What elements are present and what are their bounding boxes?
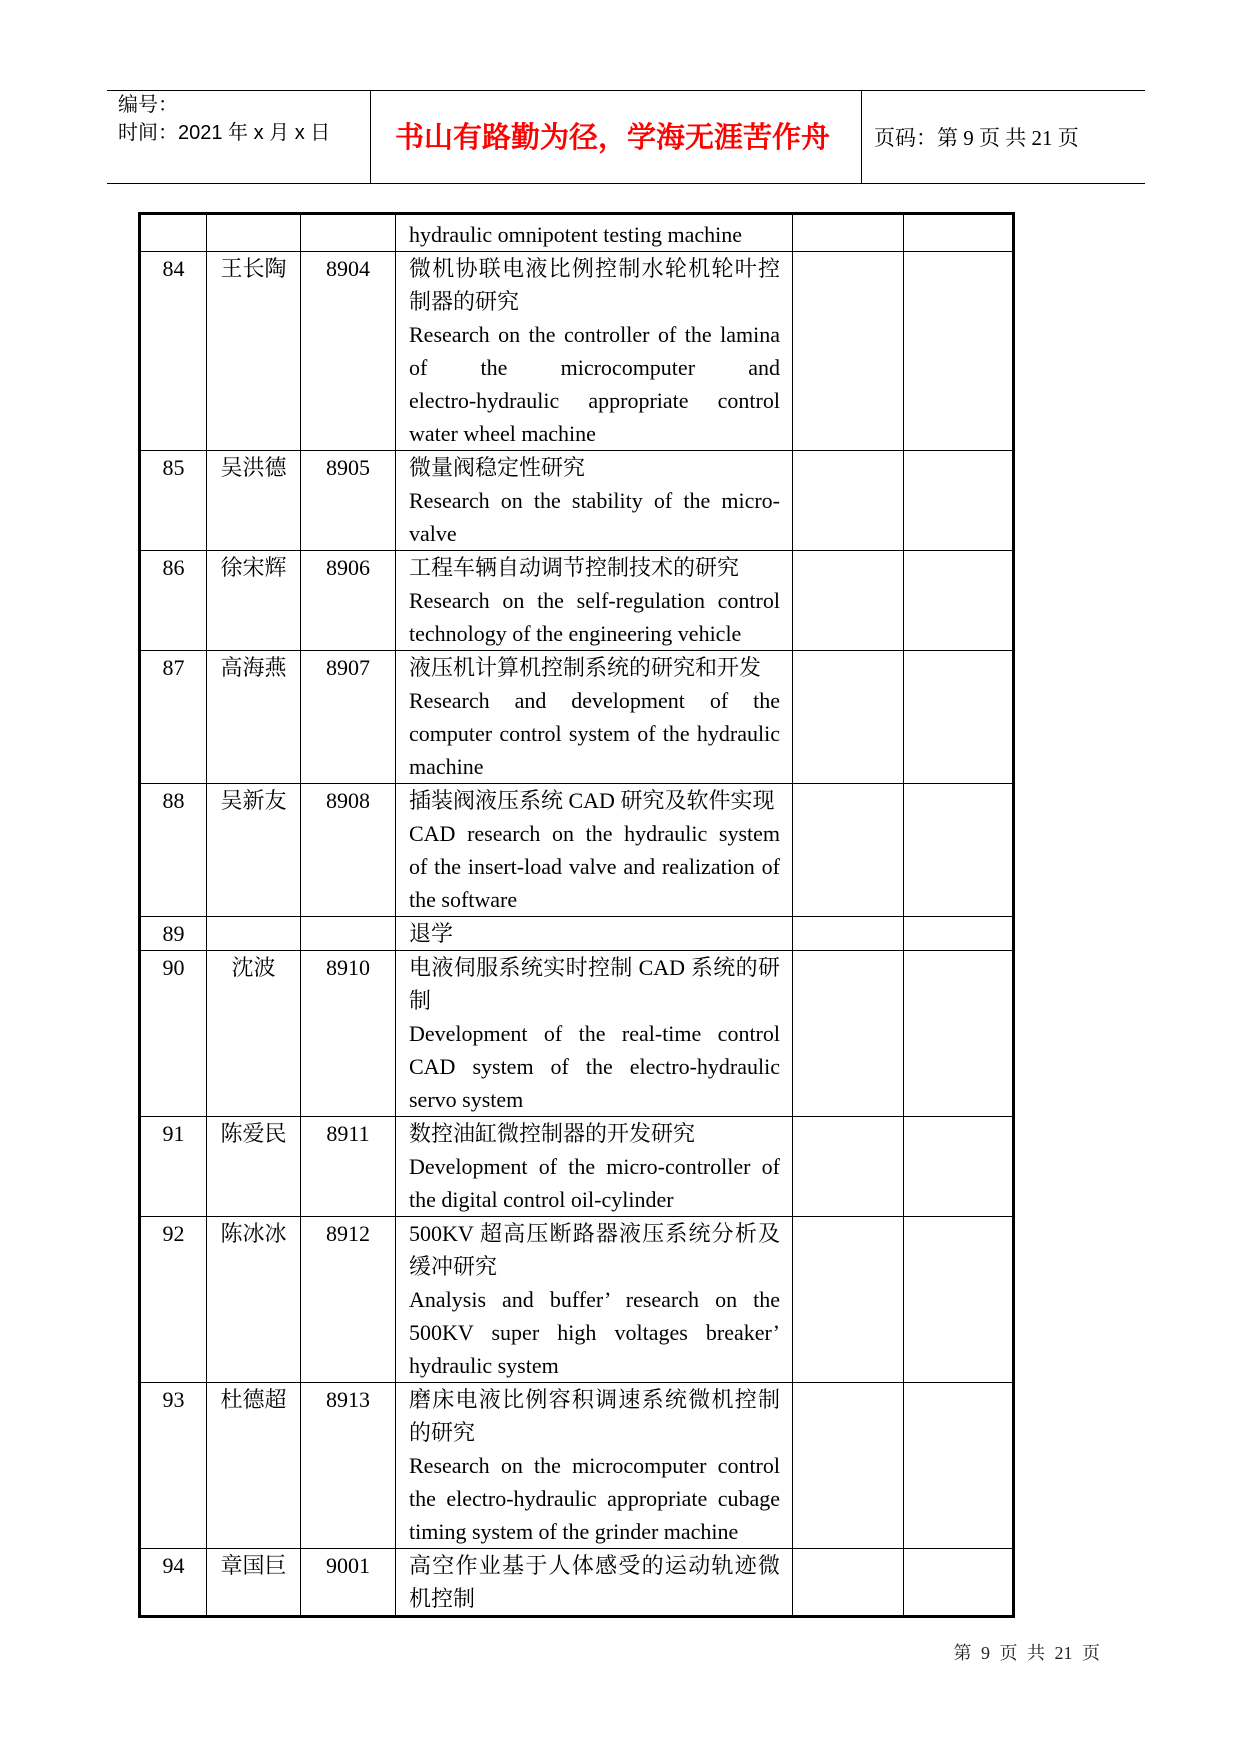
row-number-cell: [140, 951, 207, 1117]
empty-cell: [793, 214, 904, 252]
topic-title-cn-line: 工程车辆自动调节控制技术的研究: [409, 555, 740, 580]
thesis-topic-cell: [396, 1383, 793, 1549]
row-number-cell: [140, 451, 207, 551]
student-id-cell: [301, 214, 396, 252]
topic-title-en-line: technology of the engineering vehicle: [409, 621, 742, 646]
student-id-cell: [301, 917, 396, 951]
student-name: 章国巨: [220, 1553, 287, 1578]
row-number: 85: [162, 455, 185, 480]
row-number-cell: [140, 1117, 207, 1217]
row-number: 86: [162, 555, 185, 580]
topic-title-cn-line: 插装阀液压系统 CAD 研究及软件实现: [409, 788, 775, 813]
student-name: 吴新友: [220, 788, 287, 813]
topic-title-en-line: Research on the controller of the lamina: [409, 322, 780, 347]
topic-title-cn-line: 500KV 超高压断路器液压系统分析及: [409, 1221, 780, 1246]
topic-title-en-line: hydraulic system: [409, 1353, 559, 1378]
student-id-cell: [301, 1217, 396, 1383]
row-number-cell: [140, 214, 207, 252]
row-number-cell: [140, 1217, 207, 1383]
topic-title-en-line: the electro-hydraulic appropriate cubage: [409, 1486, 780, 1511]
topic-title-en-line: CAD research on the hydraulic system: [409, 821, 780, 846]
row-number-cell: [140, 551, 207, 651]
row-number: 90: [162, 955, 185, 980]
thesis-topic-table: [138, 212, 1015, 1618]
student-name: 徐宋辉: [220, 555, 287, 580]
thesis-topic-cell: [396, 214, 793, 252]
student-name-cell: [207, 1549, 301, 1617]
student-name: 沈波: [231, 955, 276, 980]
student-name-cell: [207, 651, 301, 784]
thesis-topic-cell: [396, 1117, 793, 1217]
row-number: 88: [162, 788, 185, 813]
empty-cell: [904, 252, 1014, 451]
table-row: [140, 1549, 1014, 1617]
empty-cell: [793, 551, 904, 651]
topic-title-cn-line: 磨床电液比例容积调速系统微机控制: [409, 1387, 780, 1412]
table-row: [140, 1117, 1014, 1217]
empty-cell: [793, 252, 904, 451]
student-id: 8906: [326, 555, 370, 580]
thesis-topic-cell: [396, 651, 793, 784]
topic-title-en-line: the software: [409, 887, 518, 912]
topic-title-cn-line: 的研究: [409, 1420, 476, 1445]
student-name: 吴洪德: [220, 455, 287, 480]
student-name-cell: [207, 784, 301, 917]
topic-title-cn-line: 机控制: [409, 1586, 476, 1611]
row-number: 84: [162, 256, 185, 281]
student-name: 杜德超: [220, 1387, 287, 1412]
topic-title-en-line: of the insert-load valve and realization of: [409, 854, 780, 879]
student-id-cell: [301, 551, 396, 651]
empty-cell: [793, 1117, 904, 1217]
row-number-cell: [140, 784, 207, 917]
topic-title-cn-line: 电液伺服系统实时控制 CAD 系统的研: [409, 955, 780, 980]
topic-title-en-line: Research and development of the: [409, 688, 780, 713]
topic-title-en-line: machine: [409, 754, 484, 779]
student-name: 王长陶: [220, 256, 287, 281]
student-name: 陈冰冰: [220, 1221, 287, 1246]
student-id-cell: [301, 1549, 396, 1617]
student-id: 8910: [326, 955, 370, 980]
student-id-cell: [301, 951, 396, 1117]
student-name-cell: [207, 252, 301, 451]
thesis-topic-cell: [396, 1217, 793, 1383]
student-id-cell: [301, 651, 396, 784]
table-row: [140, 1383, 1014, 1549]
empty-cell: [904, 214, 1014, 252]
topic-title-en-line: electro-hydraulic appropriate control: [409, 388, 780, 413]
empty-cell: [793, 651, 904, 784]
time-label: 时间：2021 年 x 月 x 日: [118, 122, 331, 144]
row-number: 89: [162, 921, 185, 946]
student-name-cell: [207, 1383, 301, 1549]
topic-title-cn-line: 退学: [409, 921, 454, 946]
row-number: 94: [162, 1553, 185, 1578]
thesis-topic-cell: [396, 252, 793, 451]
topic-title-en-line: Research on the self-regulation control: [409, 588, 780, 613]
empty-cell: [904, 651, 1014, 784]
topic-title-cn-line: 制器的研究: [409, 289, 520, 314]
row-number: 93: [162, 1387, 185, 1412]
empty-cell: [904, 1117, 1014, 1217]
topic-title-cn-line: 液压机计算机控制系统的研究和开发: [409, 655, 762, 680]
student-id-cell: [301, 784, 396, 917]
thesis-topic-cell: [396, 951, 793, 1117]
thesis-topic-cell: [396, 784, 793, 917]
empty-cell: [793, 784, 904, 917]
row-number-cell: [140, 252, 207, 451]
topic-title-en-line: of the microcomputer and: [409, 355, 780, 380]
topic-title-en-line: computer control system of the hydraulic: [409, 721, 780, 746]
header-divider-left: [370, 90, 371, 184]
student-id-cell: [301, 252, 396, 451]
empty-cell: [904, 1383, 1014, 1549]
topic-title-en-line: timing system of the grinder machine: [409, 1519, 739, 1544]
topic-title-cn-line: 微机协联电液比例控制水轮机轮叶控: [409, 256, 780, 281]
topic-title-cn-line: 缓冲研究: [409, 1254, 498, 1279]
topic-title-en-line: 500KV super high voltages breaker’: [409, 1320, 780, 1345]
topic-title-en-line: hydraulic omnipotent testing machine: [409, 222, 742, 247]
empty-cell: [793, 1549, 904, 1617]
topic-title-en-line: valve: [409, 521, 457, 546]
student-id: 8905: [326, 455, 370, 480]
header-top-rule: [107, 90, 1145, 91]
topic-title-en-line: Development of the micro-controller of: [409, 1154, 780, 1179]
thesis-topic-cell: [396, 451, 793, 551]
student-id: 8908: [326, 788, 370, 813]
topic-title-en-line: CAD system of the electro-hydraulic: [409, 1054, 780, 1079]
table-row: [140, 951, 1014, 1117]
topic-title-en-line: the digital control oil-cylinder: [409, 1187, 674, 1212]
table-row: [140, 917, 1014, 951]
empty-cell: [793, 1217, 904, 1383]
table-row: [140, 784, 1014, 917]
student-name: 陈爱民: [220, 1121, 287, 1146]
topic-title-en-line: Development of the real-time control: [409, 1021, 780, 1046]
topic-title-cn-line: 微量阀稳定性研究: [409, 455, 586, 480]
header-divider-right: [861, 90, 862, 184]
row-number-cell: [140, 1383, 207, 1549]
empty-cell: [904, 784, 1014, 917]
table-row-continued: [140, 214, 1014, 252]
student-name-cell: [207, 214, 301, 252]
thesis-topic-cell: [396, 551, 793, 651]
row-number: 87: [162, 655, 185, 680]
row-number: 92: [162, 1221, 185, 1246]
empty-cell: [904, 917, 1014, 951]
table-row: [140, 651, 1014, 784]
topic-title-cn-line: 数控油缸微控制器的开发研究: [409, 1121, 696, 1146]
topic-title-en-line: water wheel machine: [409, 421, 596, 446]
thesis-topic-cell: [396, 1549, 793, 1617]
student-name-cell: [207, 551, 301, 651]
empty-cell: [904, 551, 1014, 651]
student-id: 9001: [326, 1553, 370, 1578]
topic-title-en-line: Research on the stability of the micro-: [409, 488, 780, 513]
table-row: [140, 451, 1014, 551]
student-id: 8911: [326, 1121, 370, 1146]
empty-cell: [904, 951, 1014, 1117]
empty-cell: [904, 451, 1014, 551]
footer-page-number: 第 9 页 共 21 页: [953, 1643, 1100, 1663]
serial-number-label: 编号：: [118, 94, 178, 116]
student-id: 8913: [326, 1387, 370, 1412]
student-id-cell: [301, 1117, 396, 1217]
empty-cell: [793, 451, 904, 551]
student-name-cell: [207, 951, 301, 1117]
student-name-cell: [207, 1217, 301, 1383]
student-id-cell: [301, 451, 396, 551]
table-row: [140, 252, 1014, 451]
header-motto: 书山有路勤为径，学海无涯苦作舟: [395, 122, 831, 154]
student-id: 8907: [326, 655, 370, 680]
empty-cell: [904, 1549, 1014, 1617]
row-number-cell: [140, 651, 207, 784]
topic-title-en-line: servo system: [409, 1087, 524, 1112]
topic-title-en-line: Analysis and buffer’ research on the: [409, 1287, 780, 1312]
student-id: 8912: [326, 1221, 370, 1246]
empty-cell: [793, 951, 904, 1117]
empty-cell: [904, 1217, 1014, 1383]
student-name-cell: [207, 1117, 301, 1217]
student-name: 高海燕: [220, 655, 287, 680]
topic-title-cn-line: 制: [409, 988, 432, 1013]
row-number: 91: [162, 1121, 185, 1146]
student-name-cell: [207, 917, 301, 951]
topic-title-en-line: Research on the microcomputer control: [409, 1453, 780, 1478]
student-name-cell: [207, 451, 301, 551]
thesis-topic-cell: [396, 917, 793, 951]
student-id-cell: [301, 1383, 396, 1549]
table-row: [140, 551, 1014, 651]
table-body: [140, 214, 1014, 1617]
header-page-number: 页码：第 9 页 共 21 页: [874, 126, 1079, 150]
student-id: 8904: [326, 256, 370, 281]
row-number-cell: [140, 917, 207, 951]
table-row: [140, 1217, 1014, 1383]
topic-title-cn-line: 高空作业基于人体感受的运动轨迹微: [409, 1553, 780, 1578]
row-number-cell: [140, 1549, 207, 1617]
empty-cell: [793, 1383, 904, 1549]
header-bottom-rule: [107, 183, 1145, 184]
empty-cell: [793, 917, 904, 951]
